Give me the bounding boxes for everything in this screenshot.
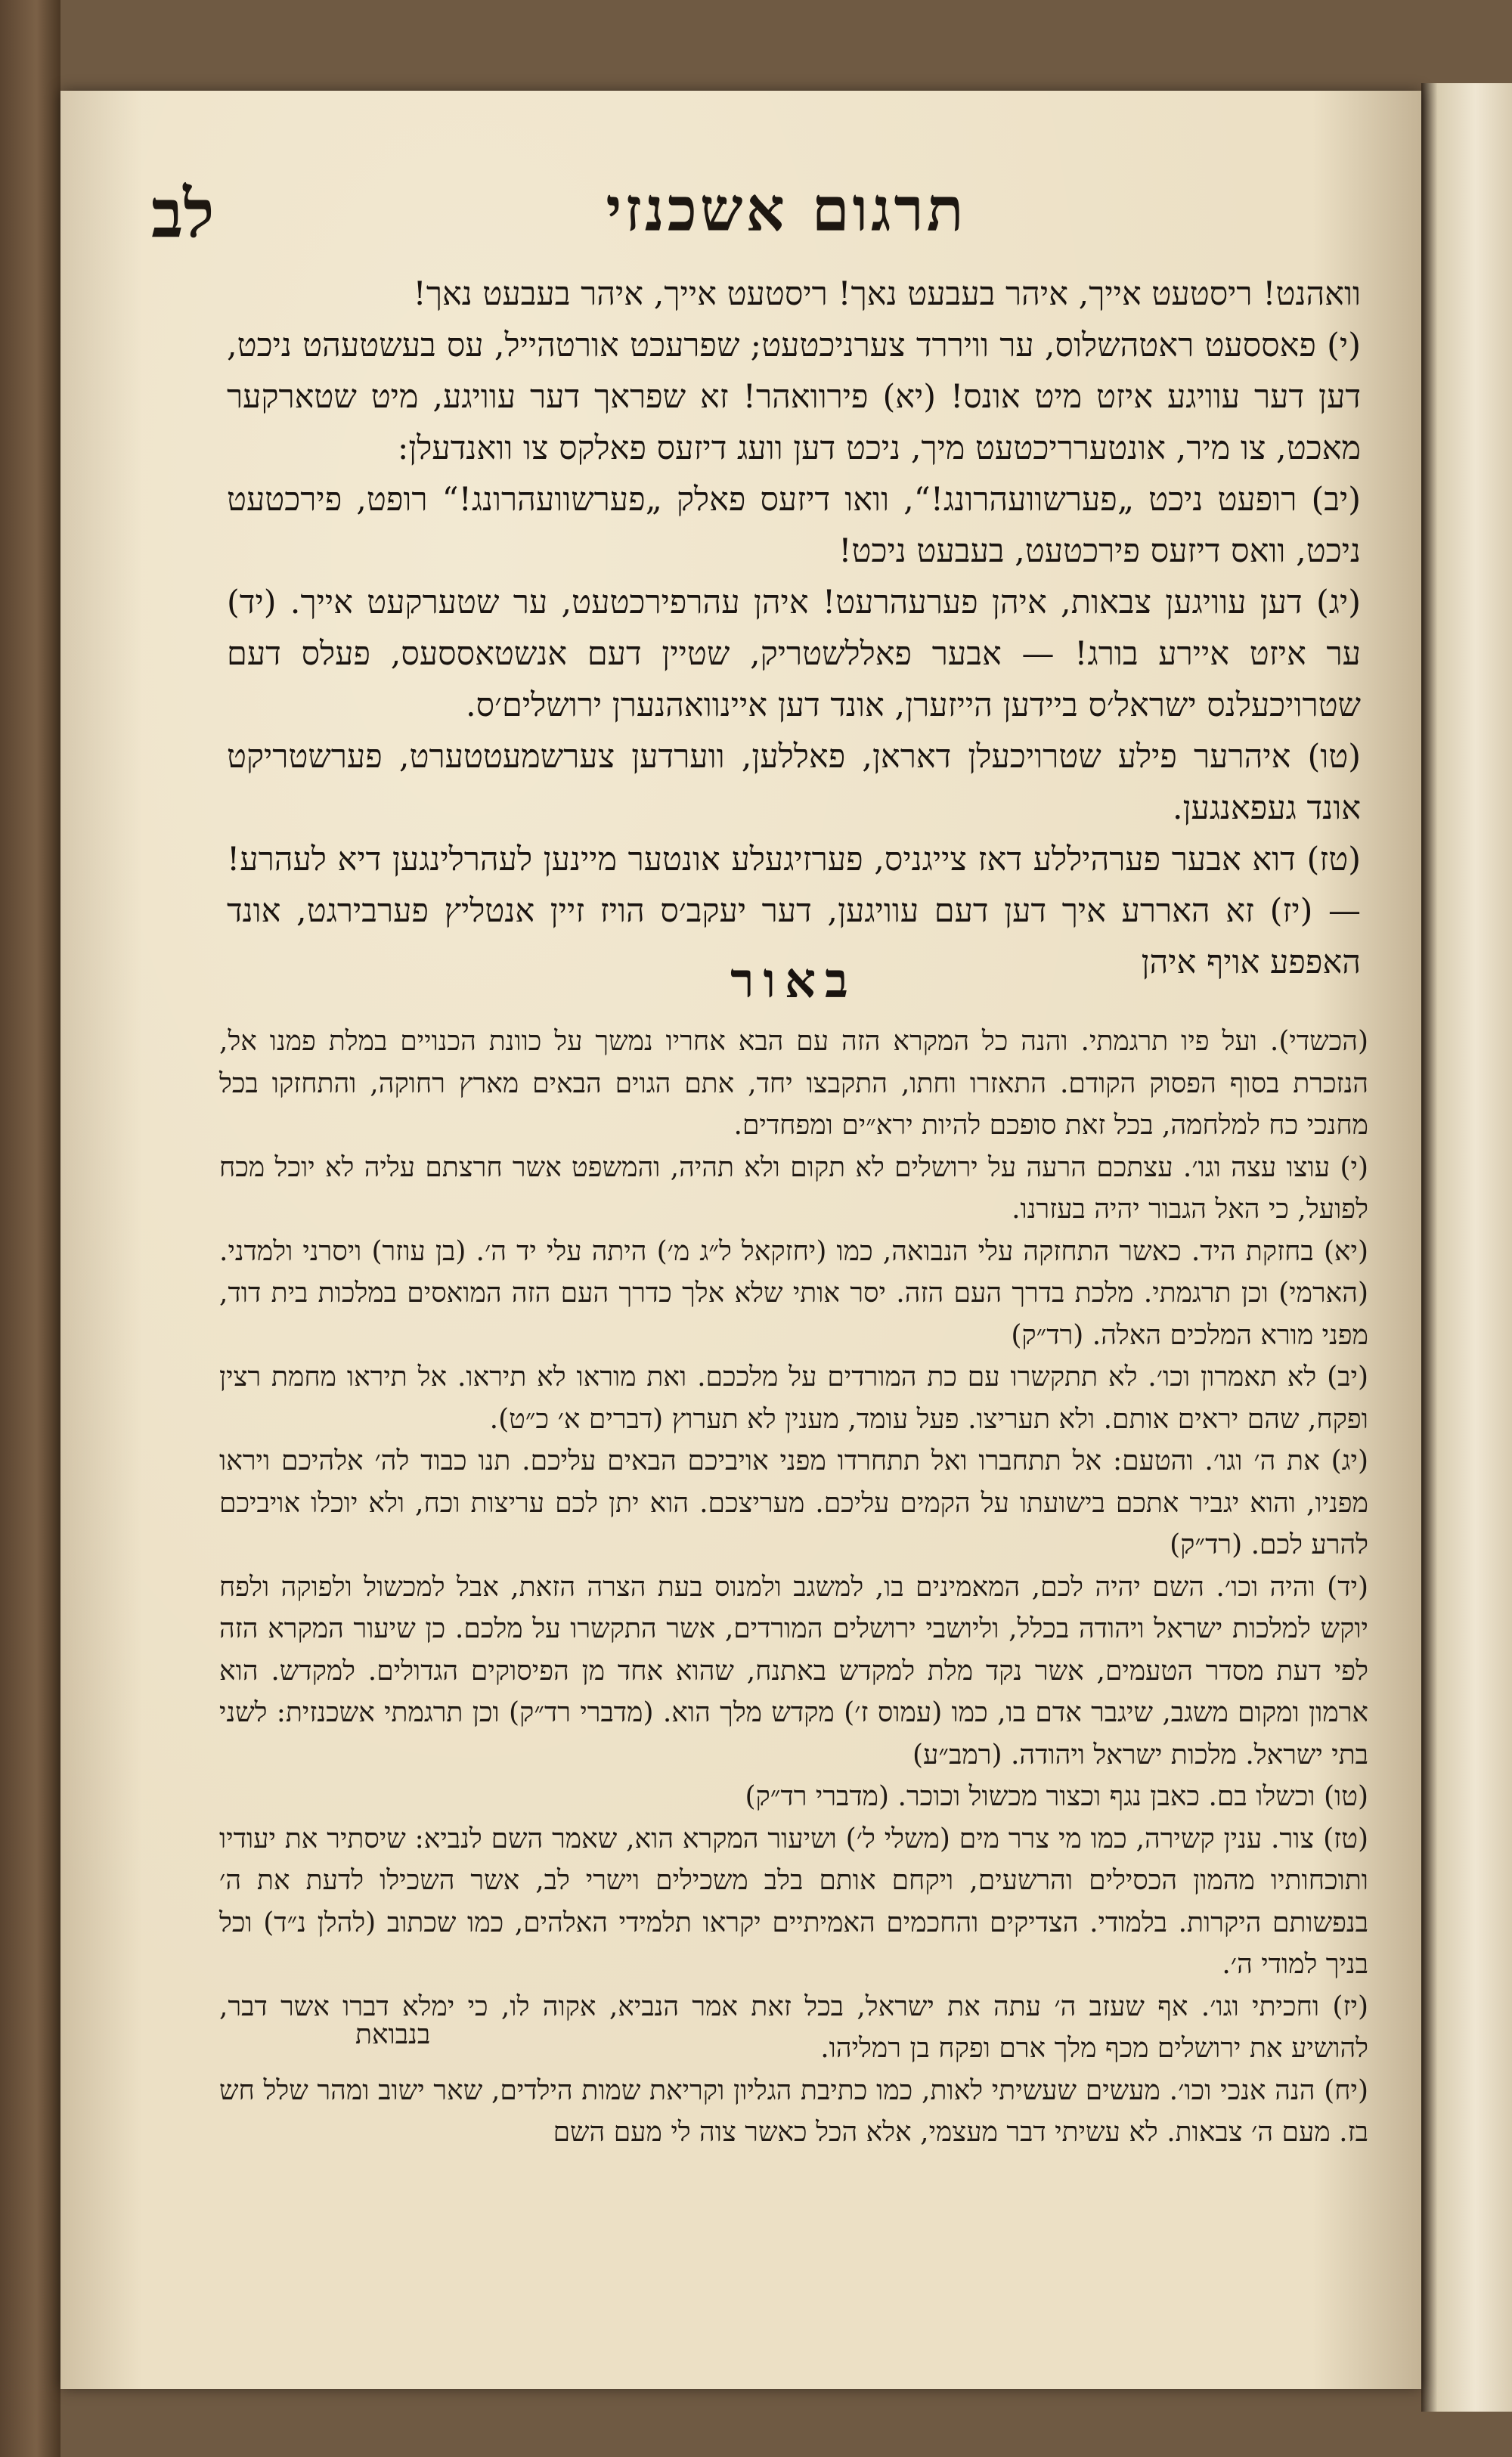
commentary-paragraph: (יד) והיה וכו׳. השם יהיה לכם, המאמינים בו, למשגב ולמנוס בעת הצרה הזאת, אבל למכשול ולפוקה ולפח יוקש למלכות ישראל ויהודה בכלל, וליושבי ירושלים המורדים, אשר התקשרו על מלכם. כן שיעור המקרא הזה לפי דעת מסדר הטעמים, אשר נקד מלת למקדש באתנח, שהוא אחד מן הפיסוקים הגדולים. למקדש. הוא ארמון ומקום משגב, שיגבר אדם בו, כמו (עמוס ז׳) מקדש מלך הוא. (מדברי רד״ק) וכן תרגמתי אשכנזית: לשני בתי ישראל. מלכות ישראל ויהודה. (רמב״ע) — [219, 1571, 1368, 1771]
commentary-heading: באור — [730, 953, 857, 1009]
commentary-paragraph: (יח) הנה אנכי וכו׳. מעשים שעשיתי לאות, כמו כתיבת הגליון וקריאת שמות הילדים, שאר ישוב ומהר שלל חש בז. מעם ה׳ צבאות. לא עשיתי דבר מעצמי, אלא הכל כאשר צוה לי מעם השם — [219, 2074, 1368, 2148]
commentary-paragraph: (יא) בחזקת היד. כאשר התחזקה עלי הנבואה, כמו (יחזקאל ל״ג מ׳) היתה עלי יד ה׳. (בן עוזר) ויסרני ולמדני. (הארמי) וכן תרגמתי. מלכת בדרך העם הזה. יסר אותי שלא אלך כדרך העם הזה המואסים במלכות בית דוד, מפני מורא המלכים האלה. (רד״ק) — [219, 1235, 1368, 1351]
commentary-paragraph: (י) עוצו עצה וגו׳. עצתכם הרעה על ירושלים לא תקום ולא תהיה, והמשפט אשר חרצתם עליה לא יוכל מכח לפועל, כי האל הגבור יהיה בעזרנו. — [219, 1151, 1368, 1225]
commentary-text — [219, 1021, 1368, 2154]
book-spine — [0, 0, 60, 2457]
commentary-paragraph: (יב) לא תאמרון וכו׳. לא תתקשרו עם כת המורדים על מלככם. ואת מוראו לא תיראו. אל תיראו מחמת רצין ופקח, שהם יראים אותם. ולא תעריצו. פעל עומד, מענין לא תערוץ (דברים א׳ כ״ט). — [219, 1362, 1368, 1435]
translation-paragraph: (י) פאססעט ראטהשלוס, ער וויררד צערניכטעט; שפרעכט אורטהייל, עס בעשטעהט ניכט, דען דער עוויגע איזט מיט אונס! (יא) פירוואהר! זא שפראך דער עוויגע, מיט שטארקער מאכט, צו מיר, אונטערריכטעט מיך, ניכט דען וועג דיזעס פאלקס צו וואנדעלן: — [227, 327, 1361, 467]
catchword: בנבואת — [355, 2019, 431, 2050]
commentary-paragraph: (טז) צור. ענין קשירה, כמו מי צרר מים (משלי ל׳) ושיעור המקרא הוא, שאמר השם לנביא: שיסתיר את יעודיו ותוכחותיו מהמון הכסילים והרשעים, ויקחם אותם בלב משכילים וישרי לב, אשר השכילו לדעת את ה׳ בנפשותם היקרות. בלמודי. הצדיקים והחכמים האמיתיים יקראו תלמידי האלהים, כמו שכתוב (להלן נ״ד) וכל בניך למודי ה׳. — [219, 1823, 1368, 1980]
running-title: תרגום אשכנזי — [606, 174, 967, 245]
commentary-paragraph: (הכשדי). ועל פיו תרגמתי. והנה כל המקרא הזה עם הבא אחריו נמשך על כוונת הכנויים במלת פמנו אל, הנזכרת בסוף הפסוק הקודם. התאזרו וחתו, התקבצו יחד, אתם הגוים הבאים מארץ רחוקה, והתחזקו בכל מחנכי כח למלחמה, בכל זאת סופכם להיות ירא״ים ומפחדים. — [219, 1026, 1369, 1141]
translation-paragraph: (יב) רופעט ניכט „פערשוועהרונג!“, וואו דיזעס פאלק „פערשוועהרונג!“ רופט, פירכטעט ניכט, וואס דיזעס פירכטעט, בעבעט ניכט! — [227, 481, 1361, 570]
translation-paragraph: (טז) דוא אבער פערהיללע דאז צייגניס, פערזיגעלע אונטער מיינען לעהרלינגען דיא לעהרע! — (יז) זא האררע איך דען דעם עוויגען, דער יעקב׳ס הויז זיין אנטליץ פערבירגט, אונד האפפע אויף איהן — [227, 841, 1361, 981]
commentary-paragraph: (טו) וכשלו בם. כאבן נגף וכצור מכשול וכוכר. (מדברי רד״ק) — [745, 1781, 1368, 1812]
commentary-paragraph: (יז) וחכיתי וגו׳. אף שעזב ה׳ עתה את ישראל, בכל זאת אמר הנביא, אקוה לו, כי ימלא דברו אשר דבר, להושיע את ירושלים מכף מלך ארם ופקח בן רמליהו. — [219, 1991, 1368, 2064]
translation-text — [227, 268, 1361, 988]
translation-paragraph: וואהנט! ריסטעט אייך, איהר בעבעט נאך! ריסטעט אייך, איהר בעבעט נאך! — [413, 275, 1361, 313]
translation-paragraph: (יג) דען עוויגען צבאות, איהן פערעהרעט! איהן עהרפירכטעט, ער שטערקעט אייך. (יד) ער איזט איירע בורג! — אבער פאללשטריק, שטיין דעם אנשטאססעס, פעלס דעם שטרויכעלנס ישראל׳ס ביידען הייזערן, אונד דען איינוואהנערן ירושלים׳ס. — [227, 584, 1361, 724]
next-page-edge — [1421, 83, 1512, 2412]
page-number: לב — [151, 174, 215, 253]
translation-paragraph: (טו) איהרער פילע שטרויכעלן דאראן, פאללען, ווערדען צערשמעטטערט, פערשטריקט אונד געפאנגען. — [227, 738, 1361, 827]
commentary-paragraph: (יג) את ה׳ וגו׳. והטעם: אל תתחברו ואל תתחרדו מפני אויביכם הבאים עליכם. תנו כבוד לה׳ אלהיכם ויראו מפניו, והוא יגביר אתכם בישועתו על הקמים עליכם. מעריצכם. הוא יתן לכם עריצות וכח, ולא יוכלו אויביכם להרע לכם. (רד״ק) — [219, 1445, 1368, 1560]
